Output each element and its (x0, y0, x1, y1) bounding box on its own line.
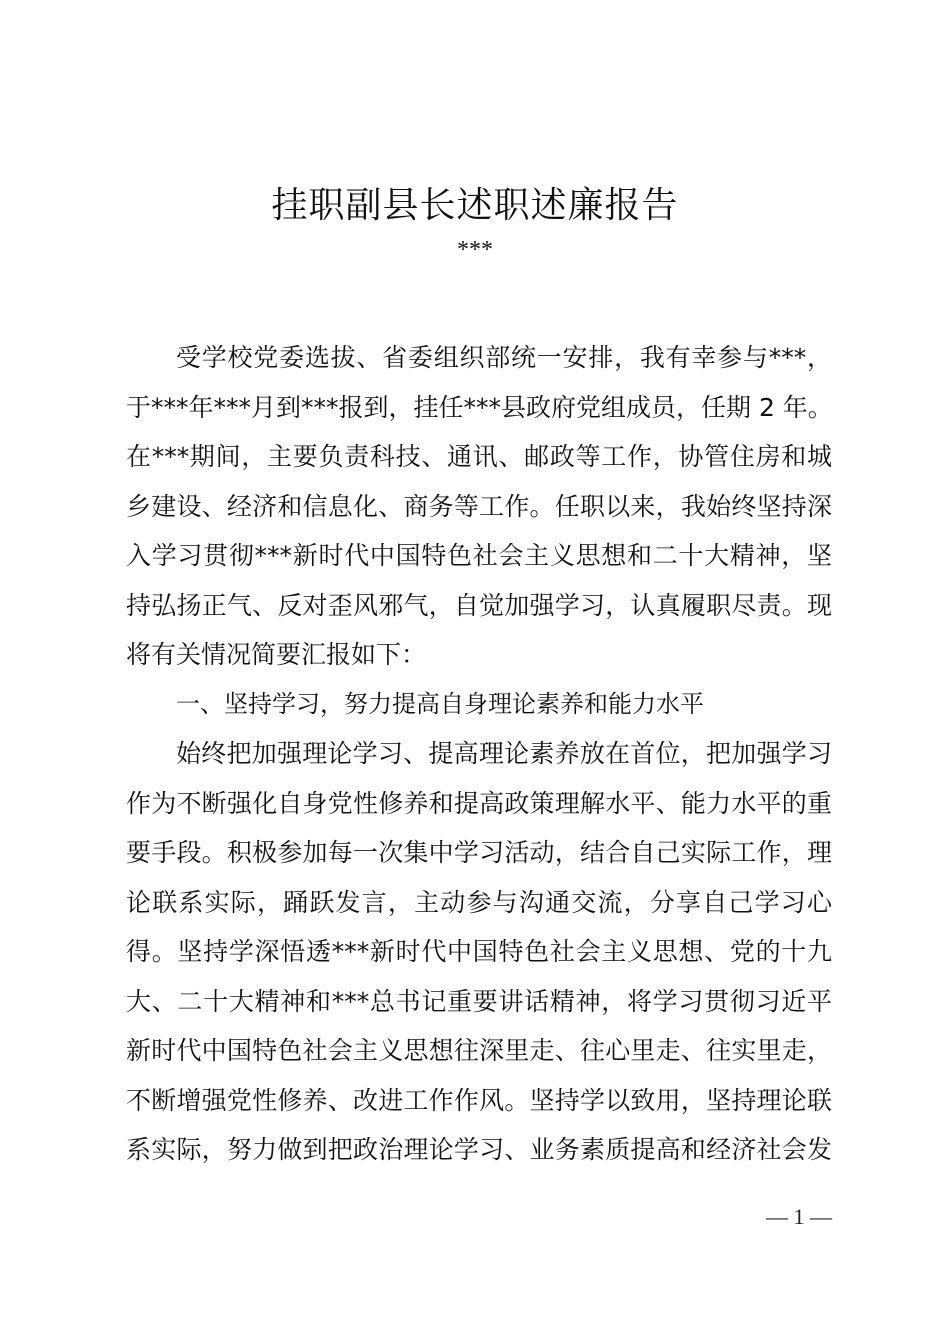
paragraph-line (126, 1076, 832, 1126)
paragraph-line (126, 531, 832, 581)
paragraph-line-text: 在***期间，主要负责科技、通讯、邮政等工作，协管住房和城 (126, 442, 832, 471)
paragraph-line (126, 383, 832, 433)
paragraph-line-text: 系实际，努力做到把政治理论学习、业务素质提高和经济社会发 (126, 1135, 832, 1164)
paragraph-line (126, 878, 832, 928)
paragraph-line-text: 入学习贯彻***新时代中国特色社会主义思想和二十大精神，坚 (126, 541, 832, 570)
paragraph-line-text: 论联系实际，踊跃发言，主动参与沟通交流，分享自己学习心 (126, 887, 832, 917)
paragraph-line-text: 持弘扬正气、反对歪风邪气，自觉加强学习，认真履职尽责。现 (126, 590, 832, 620)
paragraph-line-text: 受学校党委选拔、省委组织部统一安排，我有幸参与***， (176, 343, 832, 372)
document-title: 挂职副县长述职述廉报告 (271, 185, 679, 226)
paragraph-line (126, 779, 832, 829)
document-body (126, 333, 832, 1175)
paragraph-line (126, 977, 832, 1027)
paragraph-line (126, 828, 832, 878)
paragraph-line (126, 482, 832, 532)
paragraph-line-text: 新时代中国特色社会主义思想往深里走、往心里走、往实里走， (126, 1036, 832, 1065)
paragraph-line (126, 927, 832, 977)
paragraph-line-text: 大、二十大精神和***总书记重要讲话精神，将学习贯彻习近平 (126, 986, 832, 1016)
paragraph-line (126, 1026, 832, 1076)
paragraph-line (126, 432, 832, 482)
section-heading: 一、坚持学习，努力提高自身理论素养和能力水平 (176, 689, 704, 718)
paragraph-line (126, 729, 832, 779)
page-number: — 1 — (766, 1204, 832, 1229)
paragraph-line (126, 1125, 832, 1175)
paragraph-line-text: 始终把加强理论学习、提高理论素养放在首位，把加强学习 (176, 739, 832, 768)
paragraph-line-text: 要手段。积极参加每一次集中学习活动，结合自己实际工作，理 (126, 838, 832, 867)
paragraph-line-text: 作为不断强化自身党性修养和提高政策理解水平、能力水平的重 (126, 788, 832, 818)
paragraph-line-text: 乡建设、经济和信息化、商务等工作。任职以来，我始终坚持深 (126, 491, 832, 521)
paragraph-line-text: 于***年***月到***报到，挂任***县政府党组成员，任期 2 年。 (126, 392, 833, 422)
paragraph-line-text: 得。坚持学深悟透***新时代中国特色社会主义思想、党的十九 (126, 937, 832, 966)
paragraph-line-text: 不断增强党性修养、改进工作作风。坚持学以致用，坚持理论联 (126, 1085, 832, 1115)
paragraph-line (126, 333, 832, 383)
paragraph-last-line: 将有关情况简要汇报如下： (126, 640, 427, 669)
paragraph-line (126, 581, 832, 631)
document-author: *** (457, 237, 493, 263)
